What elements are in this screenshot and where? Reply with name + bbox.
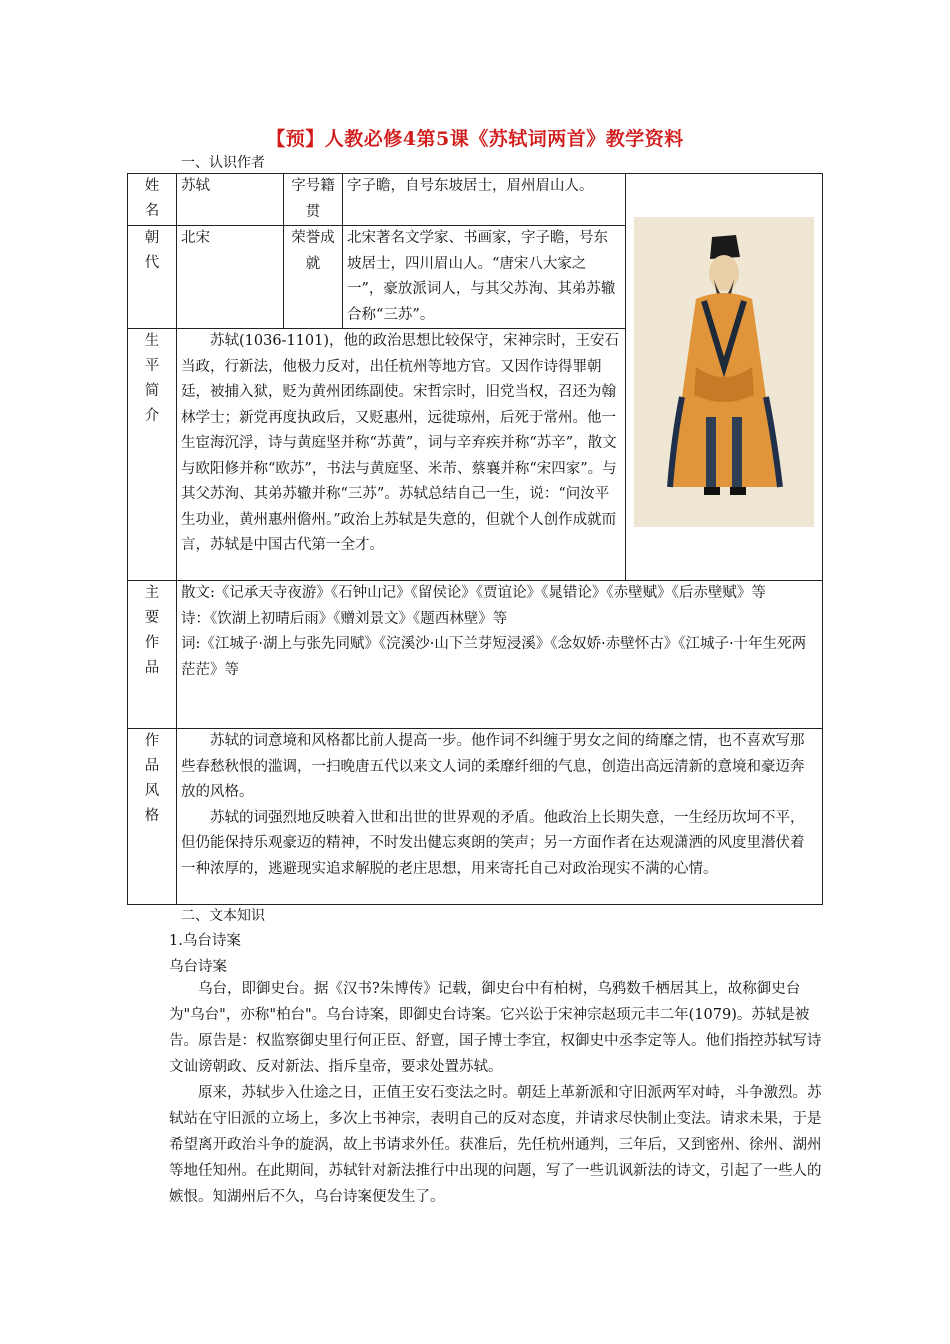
section-heading-text-knowledge: 二、文本知识 <box>181 908 265 924</box>
subsection-heading: 1.乌台诗案 <box>169 933 241 949</box>
paragraph-wutai: 乌台，即御史台。据《汉书?朱博传》记载，御史台中有柏树，乌鸦数千栖居其上，故称御史台为"乌台"，亦称"柏台"。乌台诗案，即御史台诗案。它兴讼于宋神宗赵顼元丰二年(1079)。苏轼是被告。原告是：权监察御史里行何正臣、舒亶，国子博士李宜，权御史中丞李定等人。他们指控苏轼写诗文讪谤朝政、反对新法、指斥皇帝，要求处置苏轼。 <box>169 981 822 1075</box>
author-info-table <box>127 173 823 905</box>
works-label-cell <box>128 581 177 729</box>
works-cell <box>177 581 823 729</box>
honor-value: 北宋著名文学家、书画家，字子瞻，号东坡居士，四川眉山人。“唐宋八大家之一”，豪放派词人，与其父苏洵、其弟苏辙合称“三苏”。 <box>343 226 626 329</box>
name-label-cell <box>128 174 177 226</box>
life-label-cell <box>128 329 177 581</box>
style-paragraph-2: 苏轼的词强烈地反映着入世和出世的世界观的矛盾。他政治上长期失意，一生经历坎坷不平，但仍能保持乐观豪迈的精神，不时发出健忘爽朗的笑声；另一方面作者在达观潇洒的风度里潜伏着一种浓厚的，逃避现实追求解脱的老庄思想，用来寄托自己对政治现实不满的心情。 <box>181 809 805 877</box>
life-label: 生平简介 <box>144 333 160 424</box>
dynasty-label: 朝代 <box>144 230 160 271</box>
su-shi-portrait-image <box>634 217 814 527</box>
style-label: 作品风格 <box>144 733 160 824</box>
name-label: 姓名 <box>144 178 160 219</box>
style-cell <box>177 729 823 905</box>
zi-label-cell <box>284 174 343 226</box>
works-label: 主要作品 <box>144 585 160 676</box>
works-prose: 散文:《记承天寺夜游》《石钟山记》《留侯论》《贾谊论》《晁错论》《赤壁赋》《后赤壁赋》等 <box>181 585 766 601</box>
subsection-title: 乌台诗案 <box>169 959 227 975</box>
style-paragraph-1: 苏轼的词意境和风格都比前人提高一步。他作词不纠缠于男女之间的绮靡之情，也不喜欢写那些春愁秋恨的滥调，一扫晚唐五代以来文人词的柔靡纤细的气息，创造出高远清新的意境和豪迈奔放的风格。 <box>181 733 805 800</box>
section-heading-author: 一、认识作者 <box>181 155 265 171</box>
life-value: 苏轼(1036-1101)，他的政治思想比较保守，宋神宗时，王安石当政，行新法，他极力反对，出任杭州等地方官。又因作诗得罪朝廷，被捕入狱，贬为黄州团练副使。宋哲宗时，旧党当权，召还为翰林学士；新党再度执政后，又贬惠州，远徙琼州，后死于常州。他一生宦海沉浮，诗与黄庭坚并称“苏黄”，词与辛弃疾并称“苏辛”，散文与欧阳修并称“欧苏”，书法与黄庭坚、米芾、蔡襄并称“宋四家”。与其父苏洵、其弟苏辙并称“三苏”。苏轼总结自己一生，说：“问汝平生功业，黄州惠州儋州。”政治上苏轼是失意的，但就个人创作成就而言，苏轼是中国古代第一全才。 <box>177 329 626 581</box>
works-ci: 词:《江城子·湖上与张先同赋》《浣溪沙·山下兰芽短浸溪》《念奴娇·赤壁怀古》《江城子·十年生死两茫茫》等 <box>181 636 807 678</box>
dynasty-value: 北宋 <box>177 226 284 329</box>
zi-label: 字号籍贯 <box>291 178 335 220</box>
honor-label: 荣誉成就 <box>291 230 335 272</box>
body-text <box>169 976 824 1210</box>
style-label-cell <box>128 729 177 905</box>
honor-label-cell <box>284 226 343 329</box>
works-poems: 诗：《饮湖上初晴后雨》《赠刘景文》《题西林壁》等 <box>181 610 508 627</box>
zi-value: 字子瞻，自号东坡居士，眉州眉山人。 <box>343 174 626 226</box>
paragraph-background: 原来，苏轼步入仕途之日，正值王安石变法之时。朝廷上革新派和守旧派两军对峙，斗争激烈。苏轼站在守旧派的立场上，多次上书神宗，表明自己的反对态度，并请求尽快制止变法。请求未果，于是希望离开政治斗争的旋涡，故上书请求外任。获准后，先任杭州通判，三年后，又到密州、徐州、湖州等地任知州。在此期间，苏轼针对新法推行中出现的问题，写了一些讥讽新法的诗文，引起了一些人的嫉恨。知湖州后不久，乌台诗案便发生了。 <box>169 1085 822 1205</box>
name-value: 苏轼 <box>177 174 284 226</box>
document-title: 【预】人教必修4第5课《苏轼词两首》教学资料 <box>266 128 684 150</box>
portrait-cell <box>626 174 823 581</box>
dynasty-label-cell <box>128 226 177 329</box>
